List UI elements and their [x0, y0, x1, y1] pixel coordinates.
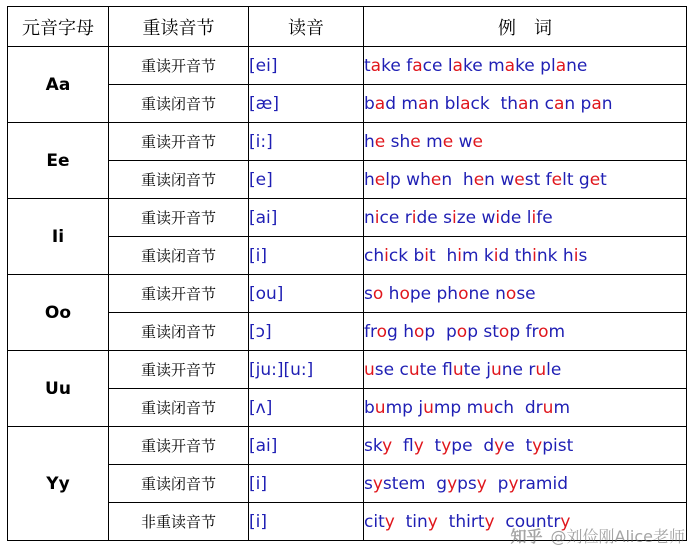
syllable-type: 重读闭音节: [109, 465, 249, 503]
example-words: [364, 237, 687, 275]
highlight-letter: i: [457, 245, 462, 266]
word-segment: ne n: [468, 283, 506, 304]
header-pronunciation: 读音: [249, 7, 364, 47]
table-row: [8, 389, 687, 427]
table-row: [8, 351, 687, 389]
word-segment: lt g: [562, 169, 590, 190]
word-segment: de s: [416, 207, 452, 228]
word-segment: b: [364, 93, 375, 114]
word-segment: de l: [500, 207, 532, 228]
word-segment: ce r: [379, 207, 412, 228]
word-segment: m k: [461, 245, 494, 266]
highlight-letter: a: [370, 55, 382, 76]
syllable-type: 重读开音节: [109, 199, 249, 237]
highlight-letter: a: [555, 55, 567, 76]
word-segment: te j: [463, 359, 491, 380]
syllable-type: 重读开音节: [109, 275, 249, 313]
word-segment: se: [516, 283, 536, 304]
vowel-letter: Aa: [8, 47, 109, 123]
highlight-letter: y: [382, 435, 393, 456]
phonetic: [ɔ]: [249, 313, 364, 351]
syllable-type: 重读开音节: [109, 47, 249, 85]
highlight-letter: o: [399, 283, 410, 304]
word-segment: pist: [542, 435, 574, 456]
highlight-letter: a: [374, 93, 386, 114]
highlight-letter: o: [538, 321, 549, 342]
word-segment: t: [364, 55, 371, 76]
word-segment: ck b: [388, 245, 425, 266]
word-segment: countr: [494, 511, 561, 532]
highlight-letter: e: [589, 169, 601, 190]
header-examples: 例 词: [364, 7, 687, 47]
word-segment: m: [420, 131, 443, 152]
phonetic: [ei]: [249, 47, 364, 85]
highlight-letter: y: [384, 511, 395, 532]
word-segment: ne r: [501, 359, 536, 380]
word-segment: ke f: [381, 55, 413, 76]
word-segment: g h: [387, 321, 414, 342]
vowel-letter: Ee: [8, 123, 109, 199]
phonetic: [i]: [249, 465, 364, 503]
highlight-letter: u: [423, 397, 434, 418]
highlight-letter: o: [505, 283, 517, 304]
word-segment: ze w: [456, 207, 496, 228]
word-segment: n c: [528, 93, 554, 114]
word-segment: n: [364, 207, 375, 228]
word-segment: te fl: [419, 359, 453, 380]
table-body: [8, 47, 687, 541]
word-segment: t: [600, 169, 607, 190]
word-segment: ce l: [422, 55, 453, 76]
highlight-letter: u: [364, 359, 375, 380]
word-segment: ke pl: [515, 55, 556, 76]
highlight-letter: a: [591, 93, 602, 114]
example-words: [364, 85, 687, 123]
watermark-text: @刘俭刚Alice老师: [550, 527, 685, 546]
word-segment: p st: [467, 321, 499, 342]
phonetic: [ju:][u:]: [249, 351, 364, 389]
highlight-letter: u: [483, 397, 494, 418]
vowel-table: [7, 6, 687, 541]
table-row: [8, 161, 687, 199]
example-words: [364, 47, 687, 85]
phonetic: [i]: [249, 237, 364, 275]
highlight-letter: o: [456, 321, 468, 342]
word-segment: mp j: [385, 397, 424, 418]
syllable-type: 重读闭音节: [109, 389, 249, 427]
header-row: [8, 7, 687, 47]
word-segment: ck th: [470, 93, 518, 114]
highlight-letter: i: [424, 245, 429, 266]
table-row: [8, 199, 687, 237]
word-segment: b: [364, 397, 375, 418]
word-segment: d m: [385, 93, 418, 114]
word-segment: sk: [364, 435, 383, 456]
word-segment: fe: [536, 207, 553, 228]
highlight-letter: y: [413, 435, 424, 456]
word-segment: n bl: [428, 93, 461, 114]
word-segment: p fr: [509, 321, 539, 342]
word-segment: e t: [504, 435, 533, 456]
word-segment: stem g: [382, 473, 448, 494]
highlight-letter: i: [411, 207, 417, 228]
phonetic: [ʌ]: [249, 389, 364, 427]
phonetic: [e]: [249, 161, 364, 199]
syllable-type: 重读开音节: [109, 427, 249, 465]
header-vowel: 元音字母: [8, 7, 109, 47]
highlight-letter: a: [553, 93, 565, 114]
word-segment: ch: [364, 245, 385, 266]
example-words: [364, 199, 687, 237]
word-segment: h: [383, 283, 400, 304]
table-row: [8, 313, 687, 351]
syllable-type: 重读开音节: [109, 123, 249, 161]
highlight-letter: a: [412, 55, 423, 76]
syllable-type: 非重读音节: [109, 503, 249, 541]
phonetic: [ai]: [249, 427, 364, 465]
highlight-letter: o: [372, 283, 384, 304]
highlight-letter: a: [460, 93, 471, 114]
syllable-type: 重读开音节: [109, 351, 249, 389]
highlight-letter: y: [484, 511, 495, 532]
word-segment: thirt: [437, 511, 485, 532]
highlight-letter: i: [532, 245, 537, 266]
word-segment: ramid: [518, 473, 568, 494]
word-segment: h: [364, 131, 375, 152]
word-segment: pe ph: [409, 283, 459, 304]
example-words: [364, 465, 687, 503]
table-row: [8, 123, 687, 161]
highlight-letter: o: [498, 321, 510, 342]
highlight-letter: e: [551, 169, 563, 190]
watermark: [511, 524, 686, 547]
vowel-letter: Yy: [8, 427, 109, 541]
syllable-type: 重读闭音节: [109, 313, 249, 351]
table-row: [8, 85, 687, 123]
highlight-letter: u: [452, 359, 464, 380]
vowel-letter: Oo: [8, 275, 109, 351]
word-segment: t: [423, 435, 442, 456]
word-segment: t h: [428, 245, 458, 266]
highlight-letter: y: [476, 473, 487, 494]
highlight-letter: a: [452, 55, 463, 76]
highlight-letter: e: [442, 131, 454, 152]
highlight-letter: e: [473, 169, 485, 190]
example-words: [364, 123, 687, 161]
table-row: [8, 47, 687, 85]
word-segment: m: [553, 397, 571, 418]
word-segment: ne: [566, 55, 588, 76]
word-segment: n p: [564, 93, 592, 114]
zhihu-logo: 知乎: [510, 527, 543, 546]
word-segment: fl: [392, 435, 414, 456]
word-segment: ps: [457, 473, 477, 494]
highlight-letter: a: [504, 55, 516, 76]
vowel-letter: Ii: [8, 199, 109, 275]
phonetic: [i]: [249, 503, 364, 541]
syllable-type: 重读闭音节: [109, 85, 249, 123]
word-segment: se c: [374, 359, 409, 380]
word-segment: mp m: [433, 397, 484, 418]
highlight-letter: u: [374, 397, 386, 418]
word-segment: lp wh: [385, 169, 431, 190]
example-words: [364, 427, 687, 465]
syllable-type: 重读闭音节: [109, 161, 249, 199]
word-segment: n: [601, 93, 613, 114]
highlight-letter: e: [374, 131, 386, 152]
highlight-letter: i: [451, 207, 457, 228]
highlight-letter: i: [493, 245, 499, 266]
phonetic: [i:]: [249, 123, 364, 161]
highlight-letter: o: [458, 283, 469, 304]
word-segment: st f: [524, 169, 552, 190]
word-segment: tin: [394, 511, 428, 532]
word-segment: s: [578, 245, 588, 266]
table-row: [8, 465, 687, 503]
highlight-letter: y: [508, 473, 519, 494]
highlight-letter: i: [384, 245, 389, 266]
word-segment: le: [546, 359, 562, 380]
highlight-letter: y: [427, 511, 438, 532]
highlight-letter: y: [372, 473, 383, 494]
highlight-letter: i: [495, 207, 501, 228]
word-segment: s: [364, 283, 373, 304]
word-segment: m: [548, 321, 566, 342]
phonetic: [ai]: [249, 199, 364, 237]
syllable-type: 重读闭音节: [109, 237, 249, 275]
highlight-letter: e: [472, 131, 483, 152]
word-segment: sh: [385, 131, 411, 152]
highlight-letter: u: [542, 397, 554, 418]
header-syllable: 重读音节: [109, 7, 249, 47]
highlight-letter: i: [374, 207, 380, 228]
word-segment: p p: [424, 321, 457, 342]
phonetic: [ou]: [249, 275, 364, 313]
highlight-letter: y: [532, 435, 543, 456]
word-segment: s: [364, 473, 373, 494]
phonetic: [æ]: [249, 85, 364, 123]
highlight-letter: y: [494, 435, 505, 456]
example-words: [364, 389, 687, 427]
word-segment: nk h: [536, 245, 574, 266]
table-row: [8, 275, 687, 313]
highlight-letter: o: [376, 321, 388, 342]
word-segment: ch dr: [493, 397, 543, 418]
highlight-letter: a: [417, 93, 429, 114]
highlight-letter: y: [447, 473, 458, 494]
word-segment: pe d: [451, 435, 495, 456]
highlight-letter: u: [535, 359, 547, 380]
example-words: [364, 351, 687, 389]
example-words: [364, 313, 687, 351]
vowel-letter: Uu: [8, 351, 109, 427]
highlight-letter: u: [408, 359, 420, 380]
highlight-letter: e: [430, 169, 442, 190]
word-segment: d th: [498, 245, 533, 266]
highlight-letter: y: [560, 511, 571, 532]
word-segment: w: [453, 131, 473, 152]
word-segment: h: [364, 169, 375, 190]
word-segment: p: [486, 473, 509, 494]
highlight-letter: i: [573, 245, 579, 266]
highlight-letter: y: [441, 435, 452, 456]
highlight-letter: o: [414, 321, 425, 342]
highlight-letter: e: [514, 169, 525, 190]
word-segment: n w: [484, 169, 515, 190]
highlight-letter: a: [517, 93, 529, 114]
word-segment: fr: [364, 321, 377, 342]
word-segment: n h: [441, 169, 474, 190]
highlight-letter: e: [374, 169, 386, 190]
highlight-letter: i: [531, 207, 537, 228]
example-words: [364, 275, 687, 313]
table-row: [8, 427, 687, 465]
table-row: [8, 237, 687, 275]
word-segment: ke m: [462, 55, 505, 76]
highlight-letter: u: [490, 359, 502, 380]
example-words: [364, 161, 687, 199]
highlight-letter: e: [410, 131, 421, 152]
word-segment: cit: [364, 511, 385, 532]
